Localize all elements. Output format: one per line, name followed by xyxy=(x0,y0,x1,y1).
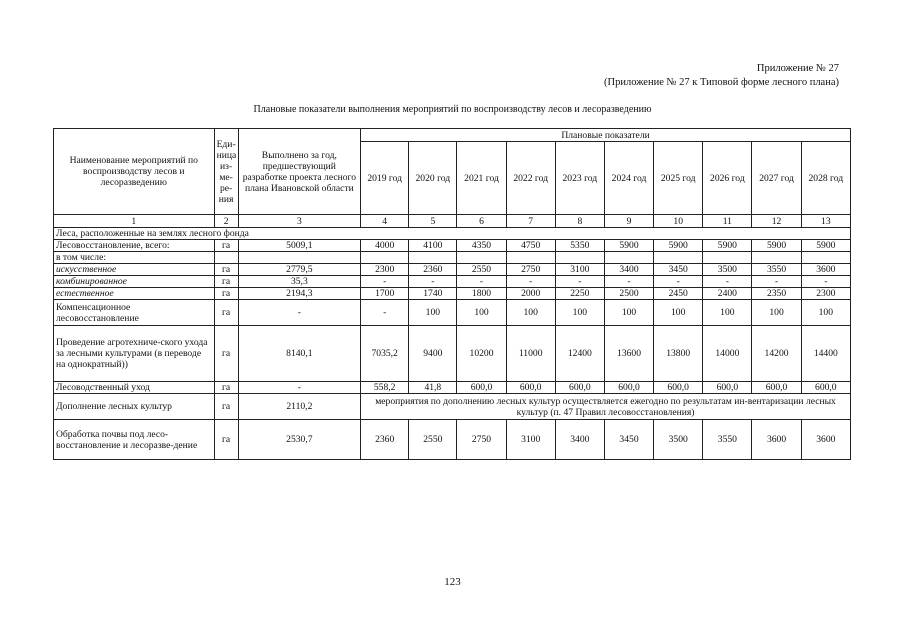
row-value: - xyxy=(703,276,752,288)
year-header: 2028 год xyxy=(801,142,850,215)
table-row xyxy=(54,264,851,276)
table-row xyxy=(54,276,851,288)
row-value: 2360 xyxy=(409,264,457,276)
plan-table xyxy=(53,128,851,460)
row-value: 100 xyxy=(604,300,653,326)
row-value: 2400 xyxy=(703,288,752,300)
row-value: 5900 xyxy=(752,240,801,252)
row-value: 2750 xyxy=(506,264,555,276)
row-value: 2360 xyxy=(361,420,409,460)
row-value: 2000 xyxy=(506,288,555,300)
row-value: 3500 xyxy=(703,264,752,276)
row-value: 11000 xyxy=(506,326,555,382)
row-value: 4000 xyxy=(361,240,409,252)
year-header: 2021 год xyxy=(457,142,506,215)
row-value: 4750 xyxy=(506,240,555,252)
row-value: 100 xyxy=(409,300,457,326)
row-name: Лесоводственный уход xyxy=(54,382,215,394)
row-name: искусственное xyxy=(54,264,215,276)
year-header: 2027 год xyxy=(752,142,801,215)
row-value: 600,0 xyxy=(654,382,703,394)
row-value: 100 xyxy=(654,300,703,326)
row-value: 600,0 xyxy=(752,382,801,394)
table-row xyxy=(54,382,851,394)
row-value: 2300 xyxy=(801,288,850,300)
row-value: 100 xyxy=(457,300,506,326)
row-value xyxy=(604,252,653,264)
year-header: 2019 год xyxy=(361,142,409,215)
row-unit: га xyxy=(214,264,238,276)
row-name: Дополнение лесных культур xyxy=(54,394,215,420)
column-number: 3 xyxy=(238,215,360,228)
row-value xyxy=(801,252,850,264)
row-value: 3600 xyxy=(801,420,850,460)
column-number: 1 xyxy=(54,215,215,228)
row-value xyxy=(361,252,409,264)
column-number: 12 xyxy=(752,215,801,228)
table-header-row xyxy=(54,129,851,142)
year-header: 2026 год xyxy=(703,142,752,215)
row-value: 2350 xyxy=(752,288,801,300)
row-name: Компенсационное лесовосстановление xyxy=(54,300,215,326)
row-value: 2250 xyxy=(555,288,604,300)
row-value: 2750 xyxy=(457,420,506,460)
row-value: 600,0 xyxy=(555,382,604,394)
row-done: 2110,2 xyxy=(238,394,360,420)
header-plan: Плановые показатели xyxy=(361,129,851,142)
row-value: 10200 xyxy=(457,326,506,382)
row-value: 3550 xyxy=(752,264,801,276)
row-value: 13600 xyxy=(604,326,653,382)
header-unit: Еди-ница из-ме-ре-ния xyxy=(214,129,238,215)
column-number: 8 xyxy=(555,215,604,228)
row-value: - xyxy=(801,276,850,288)
header-done: Выполнено за год, предшествующий разработке проекта лесного плана Ивановской области xyxy=(238,129,360,215)
column-number: 13 xyxy=(801,215,850,228)
row-unit: га xyxy=(214,420,238,460)
row-value: 2500 xyxy=(604,288,653,300)
row-value: 558,2 xyxy=(361,382,409,394)
row-value: - xyxy=(457,276,506,288)
row-value: 1700 xyxy=(361,288,409,300)
section-row xyxy=(54,228,851,240)
row-value: 100 xyxy=(801,300,850,326)
table-row xyxy=(54,326,851,382)
row-value: 600,0 xyxy=(457,382,506,394)
row-value: 100 xyxy=(703,300,752,326)
row-value: 3100 xyxy=(555,264,604,276)
row-done: 2779,5 xyxy=(238,264,360,276)
row-unit: га xyxy=(214,300,238,326)
soil-row xyxy=(54,420,851,460)
row-done: 2530,7 xyxy=(238,420,360,460)
column-number: 7 xyxy=(506,215,555,228)
row-value: 3600 xyxy=(752,420,801,460)
row-value: 14200 xyxy=(752,326,801,382)
row-value: 5900 xyxy=(801,240,850,252)
row-value: 4100 xyxy=(409,240,457,252)
row-value xyxy=(506,252,555,264)
row-unit: га xyxy=(214,288,238,300)
column-number: 11 xyxy=(703,215,752,228)
row-value: 5900 xyxy=(703,240,752,252)
row-value: 2550 xyxy=(409,420,457,460)
row-value xyxy=(752,252,801,264)
row-value: 14400 xyxy=(801,326,850,382)
section-title: Леса, расположенные на землях лесного фонда xyxy=(54,228,851,240)
row-value: - xyxy=(506,276,555,288)
row-done: - xyxy=(238,382,360,394)
row-value: 600,0 xyxy=(703,382,752,394)
row-unit: га xyxy=(214,382,238,394)
year-header: 2022 год xyxy=(506,142,555,215)
year-header: 2023 год xyxy=(555,142,604,215)
column-number: 10 xyxy=(654,215,703,228)
row-value: 3100 xyxy=(506,420,555,460)
row-value: 14000 xyxy=(703,326,752,382)
row-value: 3450 xyxy=(604,420,653,460)
row-name: Обработка почвы под лесо-восстановление и лесоразве-дение xyxy=(54,420,215,460)
row-value: 3600 xyxy=(801,264,850,276)
row-unit: га xyxy=(214,326,238,382)
appendix-reference: (Приложение № 27 к Типовой форме лесного плана) xyxy=(604,77,839,88)
row-value: 100 xyxy=(555,300,604,326)
row-value: 100 xyxy=(752,300,801,326)
row-value: 7035,2 xyxy=(361,326,409,382)
row-name: естественное xyxy=(54,288,215,300)
column-number: 4 xyxy=(361,215,409,228)
table-row xyxy=(54,252,851,264)
row-done xyxy=(238,252,360,264)
row-done: 5009,1 xyxy=(238,240,360,252)
row-done: 8140,1 xyxy=(238,326,360,382)
row-value xyxy=(555,252,604,264)
page-number: 123 xyxy=(444,576,461,588)
row-done: 35,3 xyxy=(238,276,360,288)
row-value: 41,8 xyxy=(409,382,457,394)
row-value xyxy=(654,252,703,264)
column-numbers-row xyxy=(54,215,851,228)
page-title: Плановые показатели выполнения мероприятий по воспроизводству лесов и лесоразведению xyxy=(253,104,652,115)
row-value: 12400 xyxy=(555,326,604,382)
row-value: 3500 xyxy=(654,420,703,460)
row-unit: га xyxy=(214,394,238,420)
column-number: 2 xyxy=(214,215,238,228)
row-value: 1740 xyxy=(409,288,457,300)
row-value: 1800 xyxy=(457,288,506,300)
table-row xyxy=(54,300,851,326)
row-value: 4350 xyxy=(457,240,506,252)
row-value: 9400 xyxy=(409,326,457,382)
row-value: 2550 xyxy=(457,264,506,276)
row-value: 3400 xyxy=(555,420,604,460)
row-value: 13800 xyxy=(654,326,703,382)
row-value: 3400 xyxy=(604,264,653,276)
header-name: Наименование мероприятий по воспроизводству лесов и лесоразведению xyxy=(54,129,215,215)
row-value xyxy=(703,252,752,264)
row-value: 600,0 xyxy=(506,382,555,394)
row-value: 5900 xyxy=(604,240,653,252)
table-row xyxy=(54,240,851,252)
column-number: 9 xyxy=(604,215,653,228)
row-value xyxy=(409,252,457,264)
row-value: 600,0 xyxy=(801,382,850,394)
row-value: 100 xyxy=(506,300,555,326)
row-name: Проведение агротехниче-ского ухода за лесными культурами (в переводе на однократный)) xyxy=(54,326,215,382)
appendix-number: Приложение № 27 xyxy=(756,63,839,74)
row-done: - xyxy=(238,300,360,326)
year-header: 2024 год xyxy=(604,142,653,215)
column-number: 6 xyxy=(457,215,506,228)
column-number: 5 xyxy=(409,215,457,228)
row-unit: га xyxy=(214,240,238,252)
row-name: Лесовосстановление, всего: xyxy=(54,240,215,252)
table-row xyxy=(54,288,851,300)
row-value: - xyxy=(555,276,604,288)
row-value: 5350 xyxy=(555,240,604,252)
supplement-row xyxy=(54,394,851,420)
row-value: - xyxy=(361,276,409,288)
year-header: 2025 год xyxy=(654,142,703,215)
row-value: - xyxy=(654,276,703,288)
supplement-note: мероприятия по дополнению лесных культур осуществляется ежегодно по результатам ин-вентаризации лесных культур (п. 47 Правил лесовосстановления) xyxy=(361,394,851,420)
row-unit: га xyxy=(214,276,238,288)
row-value: 5900 xyxy=(654,240,703,252)
row-name: комбинированное xyxy=(54,276,215,288)
row-unit xyxy=(214,252,238,264)
row-value: 3550 xyxy=(703,420,752,460)
row-value: - xyxy=(604,276,653,288)
row-value: - xyxy=(409,276,457,288)
year-header: 2020 год xyxy=(409,142,457,215)
row-value: 3450 xyxy=(654,264,703,276)
row-name: в том числе: xyxy=(54,252,215,264)
row-value: 2300 xyxy=(361,264,409,276)
row-value: 2450 xyxy=(654,288,703,300)
row-done: 2194,3 xyxy=(238,288,360,300)
row-value: - xyxy=(752,276,801,288)
row-value: 600,0 xyxy=(604,382,653,394)
row-value xyxy=(457,252,506,264)
appendix-header xyxy=(604,62,839,90)
row-value: - xyxy=(361,300,409,326)
